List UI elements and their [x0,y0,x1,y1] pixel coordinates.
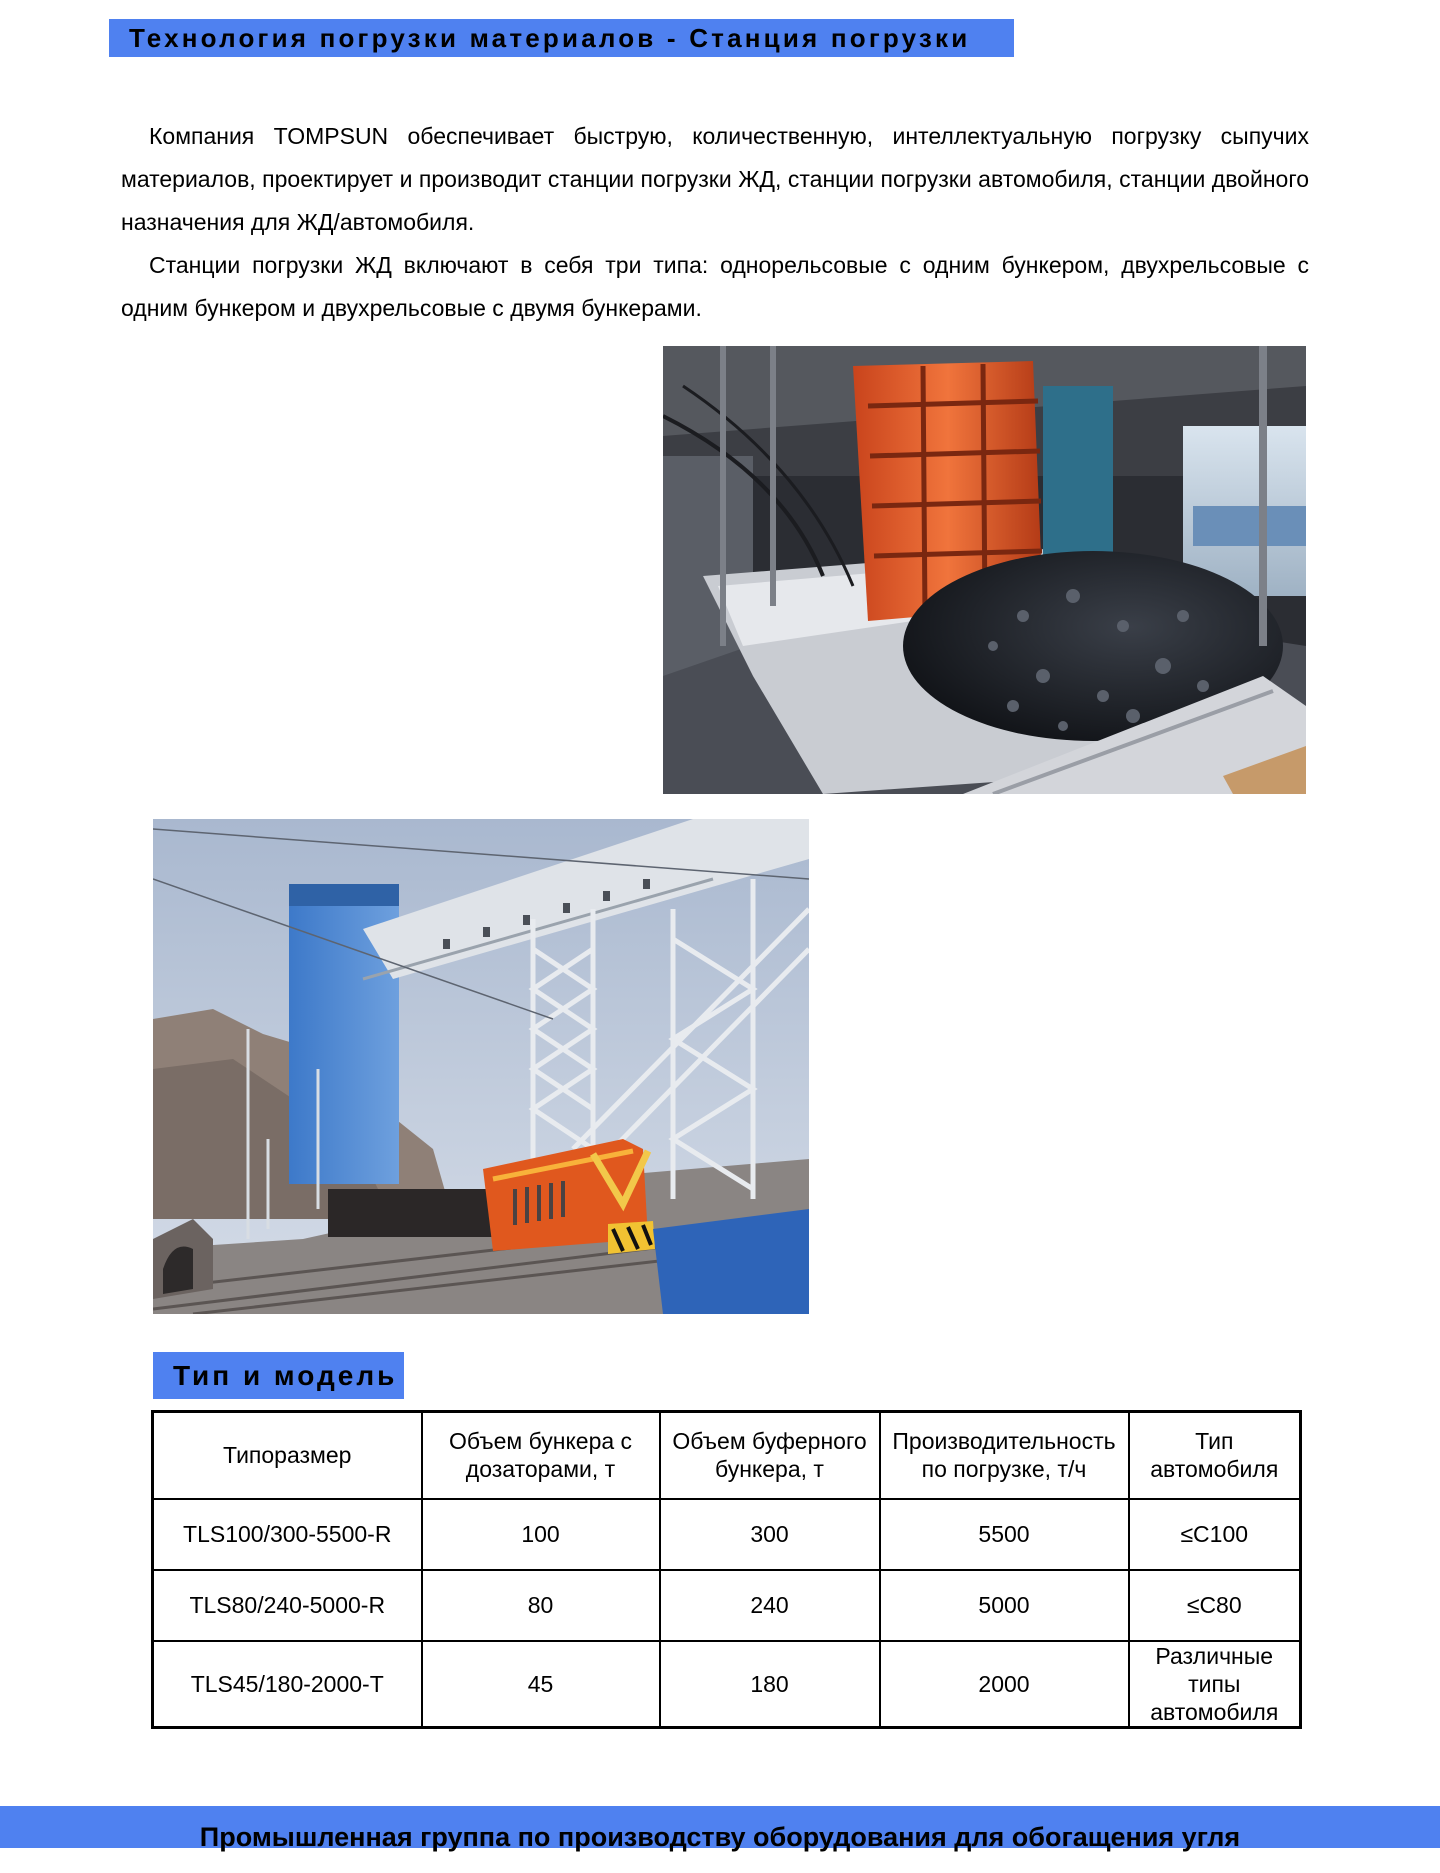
table-row [153,1570,1301,1641]
page-title: Технология погрузки материалов - Станция погрузки [129,22,971,53]
intro-paragraph: Компания TOMPSUN обеспечивает быструю, количественную, интеллектуальную погрузку сыпучих материалов, проектирует и производит станции погрузки ЖД, станции погрузки автомобиля, станции двойного назначения для ЖД/автомобиля. [121,123,1309,235]
cell-loading-capacity: 2000 [880,1641,1129,1728]
cell-vehicle-type: ≤C80 [1129,1570,1301,1641]
table-row [153,1641,1301,1728]
cell-model: TLS100/300-5500-R [153,1499,422,1570]
rail-loading-station-photo [153,819,809,1314]
column-header-loading-capacity: Производительность по погрузке, т/ч [880,1412,1129,1499]
cell-loading-capacity: 5500 [880,1499,1129,1570]
section-title: Тип и модель [173,1359,398,1391]
coal-loading-chute-illustration [663,346,1306,794]
cell-loading-capacity: 5000 [880,1570,1129,1641]
table-header-row [153,1412,1301,1499]
page-title-banner [109,19,1014,57]
footer-text: Промышленная группа по производству оборудования для обогащения угля [199,1822,1241,1852]
cell-buffer-hopper-volume: 180 [660,1641,880,1728]
cell-dosing-hopper-volume: 80 [422,1570,660,1641]
column-header-buffer-hopper-volume: Объем буферного бункера, т [660,1412,880,1499]
intro-paragraph: Станции погрузки ЖД включают в себя три типа: однорельсовые с одним бункером, двухрельсовые с одним бункером и двухрельсовые с двумя бункерами. [121,252,1309,321]
column-header-vehicle-type: Тип автомобиля [1129,1412,1301,1499]
cell-vehicle-type: ≤C100 [1129,1499,1301,1570]
intro-text [121,115,1309,330]
cell-model: TLS45/180-2000-T [153,1641,422,1728]
cell-vehicle-type: Различные типы автомобиля [1129,1641,1301,1728]
rail-loading-station-illustration [153,819,809,1314]
table-row [153,1499,1301,1570]
column-header-dosing-hopper-volume: Объем бункера с дозаторами, т [422,1412,660,1499]
cell-dosing-hopper-volume: 100 [422,1499,660,1570]
cell-model: TLS80/240-5000-R [153,1570,422,1641]
footer-banner [0,1806,1440,1852]
model-spec-table [151,1410,1302,1729]
cell-buffer-hopper-volume: 240 [660,1570,880,1641]
cell-dosing-hopper-volume: 45 [422,1641,660,1728]
column-header-model: Типоразмер [153,1412,422,1499]
section-title-banner [153,1352,404,1399]
cell-buffer-hopper-volume: 300 [660,1499,880,1570]
coal-loading-chute-photo [663,346,1306,794]
